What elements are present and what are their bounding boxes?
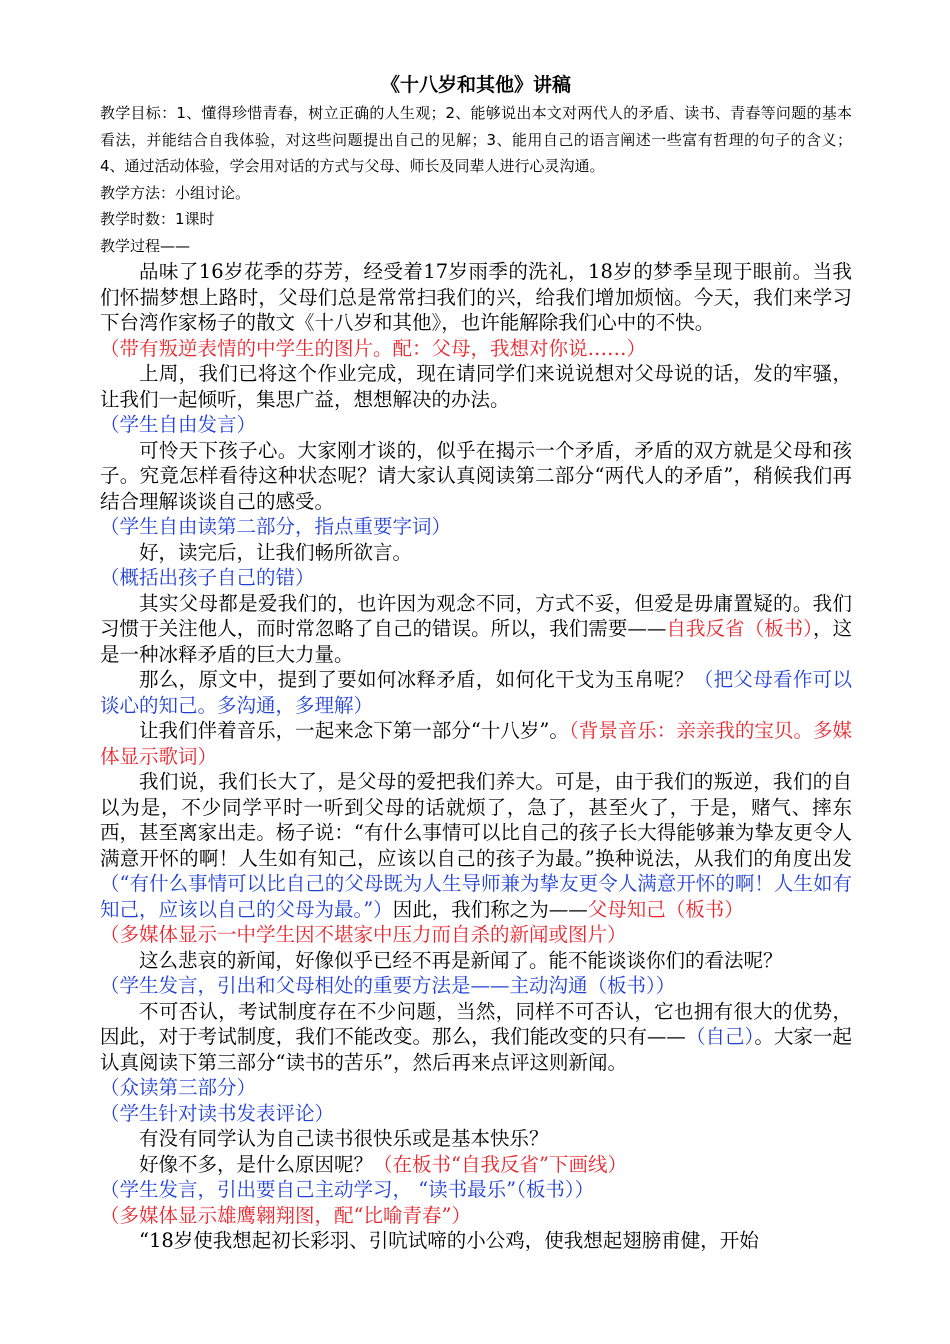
note-free-speech: （学生自由发言）: [100, 413, 257, 436]
document-title: 《十八岁和其他》讲稿: [380, 74, 571, 96]
paragraph-grown-up: [100, 769, 852, 922]
paragraph-contradiction: 可怜天下孩子心。大家刚才谈的，似乎在揭示一个矛盾，矛盾的双方就是父母和孩子。究竟怎样看待这种状态呢？请大家认真阅读第二部分“两代人的矛盾”，稍候我们再结合理解谈谈自己的感受。: [100, 438, 852, 513]
note-active-communication: （学生发言，引出和父母相处的重要方法是——主动沟通（板书））: [100, 974, 676, 997]
paragraph-self-reflection: [100, 591, 852, 668]
teaching-goal: 教学目标：1、懂得珍惜青春，树立正确的人生观；2、能够说出本文对两代人的矛盾、读书、青春等问题的基本看法，并能结合自我体验，对这些问题提出自己的见解；3、能用自己的语言阐述一些富有哲理的句子的含义；4、通过活动体验，学会用对话的方式与父母、师长及同辈人进行心灵沟通。: [100, 104, 852, 175]
text-span: 让我们伴着音乐，一起来念下第一部分“十八岁”。: [139, 719, 569, 742]
note-read-part-two: （学生自由读第二部分，指点重要字词）: [100, 515, 452, 538]
note-confidant: （把父母看作可以谈心的知己。多沟通，多理解）: [100, 668, 852, 717]
paragraph-reason: [100, 1152, 852, 1178]
teaching-hours: 教学时数：1课时: [100, 210, 215, 228]
text-span: 。大家一起认真阅读下第三部分“读书的苦乐”，然后再来点评这则新闻。: [100, 1025, 852, 1074]
text-span: 我们说，我们长大了，是父母的爱把我们养大。可是，由于我们的叛逆，我们的自以为是，不少同学平时一听到父母的话就烦了，急了，甚至火了，于是，赌气、摔东西，甚至离家出走。杨子说：“有什么事情可以比自己的孩子长大得能够兼为挚友更令人满意开怀的啊！人生如有知己，应该以自己的孩子为最。”换种说法，从我们的角度出发: [100, 770, 852, 870]
document-page: [100, 72, 852, 1254]
paragraph-intro: 品味了16岁花季的芬芳，经受着17岁雨季的洗礼，18岁的梦季呈现于眼前。当我们怀揣梦想上路时，父母们总是常常扫我们的兴，给我们增加烦恼。今天，我们来学习下台湾作家杨子的散文《十八岁和其他》，也许能解除我们心中的不快。: [100, 260, 852, 334]
text-span: 因此，我们称之为——: [392, 897, 588, 921]
note-self: （自己）: [685, 1025, 755, 1048]
teaching-process-heading: 教学过程——: [100, 236, 191, 255]
text-span: 那么，原文中，提到了要如何冰释矛盾，如何化干戈为玉帛呢？: [139, 668, 694, 691]
paragraph-exam-system: [100, 999, 852, 1076]
note-underline-board: （在板书“自我反省”下画线）: [373, 1152, 627, 1176]
paragraph-sad-news: 这么悲哀的新闻，好像似乎已经不再是新闻了。能不能谈谈你们的看法呢？: [139, 948, 783, 972]
note-comment-reading: （学生针对读书发表评论）: [100, 1101, 335, 1125]
note-news-suicide: （多媒体显示一中学生因不堪家中压力而自杀的新闻或图片）: [100, 923, 627, 946]
note-background-music: （背景音乐：亲亲我的宝贝。多媒体显示歌词）: [100, 719, 852, 768]
paragraph-homework: 上周，我们已将这个作业完成，现在请同学们来说说想对父母说的话，发的牢骚，让我们一起倾听，集思广益，想想解决的办法。: [100, 362, 852, 411]
board-note-self-reflection: 自我反省（板书）: [666, 617, 813, 640]
paragraph-discuss: 好，读完后，让我们畅所欲言。: [139, 540, 413, 564]
paragraph-happy-reading: 有没有同学认为自己读书很快乐或是基本快乐？: [139, 1127, 549, 1150]
note-active-learning: （学生发言，引出要自己主动学习， “读书最乐”（板书））: [100, 1178, 595, 1201]
note-parents-quote: （“有什么事情可以比自己的父母既为人生导师兼为挚友更令人满意开怀的啊！人生如有知己，应该以自己的父母为最。”）: [100, 872, 852, 921]
text-span: 不可否认，考试制度存在不少问题，当然，同样不可否认，它也拥有很大的优势，因此，对于考试制度，我们不能改变。那么，我们能改变的只有——: [100, 999, 852, 1048]
note-image-rebel: （带有叛逆表情的中学生的图片。配：父母，我想对你说……）: [100, 336, 647, 360]
text-span: ，这是一种冰释矛盾的巨大力量。: [100, 617, 852, 666]
text-span: 好像不多，是什么原因呢？: [139, 1152, 374, 1176]
text-span: 其实父母都是爱我们的，也许因为观念不同，方式不妥，但爱是毋庸置疑的。我们习惯于关注他人，而时常忽略了自己的错误。所以，我们需要——: [100, 591, 852, 640]
paragraph-music: [100, 718, 852, 769]
teaching-method: 教学方法：小组讨论。: [100, 183, 251, 202]
note-eagle-image: （多媒体显示雄鹰翱翔图，配“比喻青春”）: [100, 1203, 471, 1227]
note-summarize-fault: （概括出孩子自己的错）: [100, 566, 315, 589]
paragraph-resolve: [100, 667, 852, 718]
board-note-parents-confidant: 父母知己（板书）: [587, 897, 744, 921]
paragraph-eighteen-quote: “18岁使我想起初长彩羽、引吭试啼的小公鸡，使我想起翅膀甫健，开始: [139, 1229, 759, 1252]
note-read-part-three: （众读第三部分）: [100, 1076, 257, 1099]
